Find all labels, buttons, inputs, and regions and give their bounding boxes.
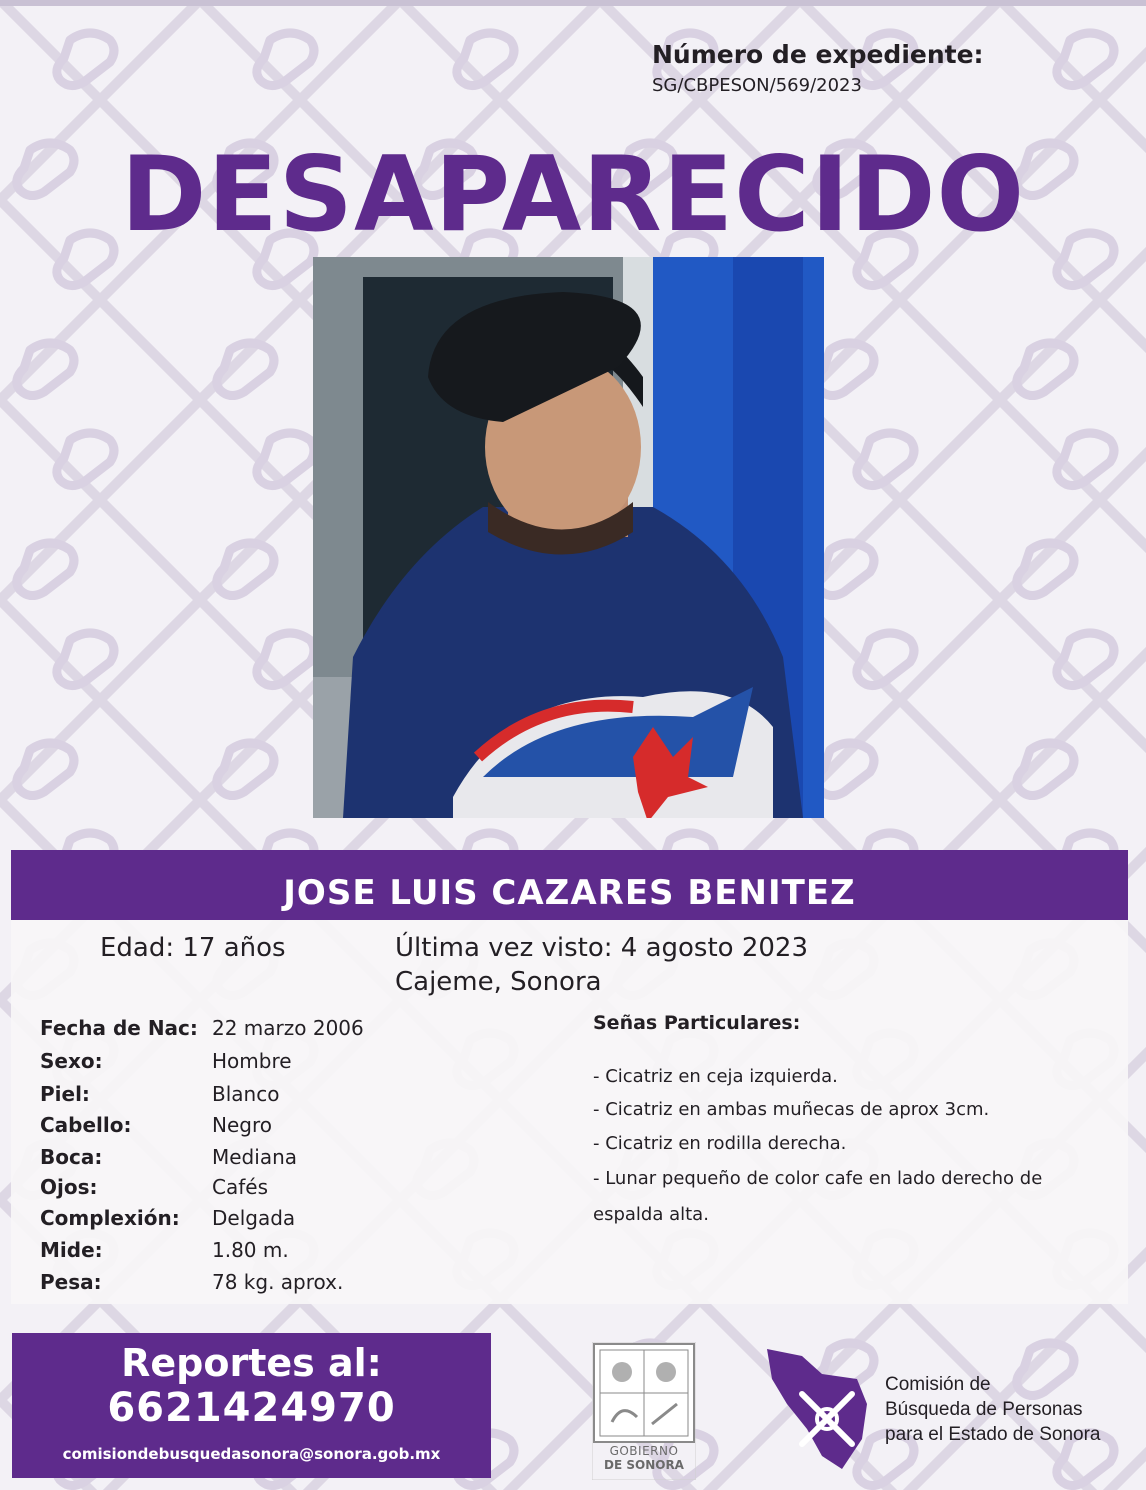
- distinguishing-mark: espalda alta.: [593, 1204, 709, 1225]
- last-seen-date: Última vez visto: 4 agosto 2023: [395, 933, 809, 963]
- detail-value: Cafés: [212, 1175, 268, 1199]
- commission-name-line: Comisión de: [885, 1374, 991, 1395]
- distinguishing-marks-title: Señas Particulares:: [593, 1012, 801, 1034]
- detail-value: Blanco: [212, 1082, 280, 1106]
- commission-name-line: para el Estado de Sonora: [885, 1424, 1101, 1445]
- detail-label: Boca:: [40, 1145, 103, 1169]
- detail-label: Sexo:: [40, 1049, 103, 1073]
- distinguishing-mark: - Cicatriz en rodilla derecha.: [593, 1133, 847, 1154]
- top-border: [0, 0, 1146, 6]
- report-phone[interactable]: 6621424970: [107, 1385, 396, 1431]
- case-number-title: Número de expediente:: [652, 40, 984, 69]
- detail-label: Mide:: [40, 1238, 103, 1262]
- detail-label: Complexión:: [40, 1206, 180, 1230]
- report-box: [12, 1333, 491, 1478]
- headline: DESAPARECIDO: [120, 135, 1026, 255]
- detail-label: Fecha de Nac:: [40, 1016, 198, 1040]
- last-seen-place: Cajeme, Sonora: [395, 967, 602, 997]
- gov-logo-line2: DE SONORA: [604, 1458, 684, 1472]
- detail-value: Negro: [212, 1113, 272, 1137]
- age: Edad: 17 años: [100, 933, 286, 963]
- detail-value: Mediana: [212, 1145, 297, 1169]
- detail-label: Piel:: [40, 1082, 90, 1106]
- report-email[interactable]: comisiondebusquedasonora@sonora.gob.mx: [62, 1445, 441, 1463]
- detail-value: Hombre: [212, 1049, 292, 1073]
- detail-value: 22 marzo 2006: [212, 1016, 364, 1040]
- detail-label: Pesa:: [40, 1270, 102, 1294]
- distinguishing-mark: - Lunar pequeño de color cafe en lado derecho de: [593, 1168, 1043, 1189]
- portrait-illustration: [313, 257, 824, 818]
- detail-value: Delgada: [212, 1206, 296, 1230]
- detail-value: 78 kg. aprox.: [212, 1270, 344, 1294]
- gov-logo-line1: GOBIERNO: [609, 1444, 679, 1458]
- report-label: Reportes al:: [121, 1341, 382, 1385]
- missing-person-photo: [313, 257, 824, 818]
- detail-label: Ojos:: [40, 1175, 98, 1199]
- detail-label: Cabello:: [40, 1113, 132, 1137]
- search-commission-logo: [762, 1344, 877, 1474]
- commission-name-line: Búsqueda de Personas: [885, 1399, 1083, 1420]
- distinguishing-mark: - Cicatriz en ceja izquierda.: [593, 1066, 838, 1087]
- person-name: JOSE LUIS CAZARES BENITEZ: [11, 850, 1128, 920]
- detail-value: 1.80 m.: [212, 1238, 289, 1262]
- distinguishing-mark: - Cicatriz en ambas muñecas de aprox 3cm.: [593, 1099, 990, 1120]
- case-number-value: SG/CBPESON/569/2023: [652, 75, 862, 96]
